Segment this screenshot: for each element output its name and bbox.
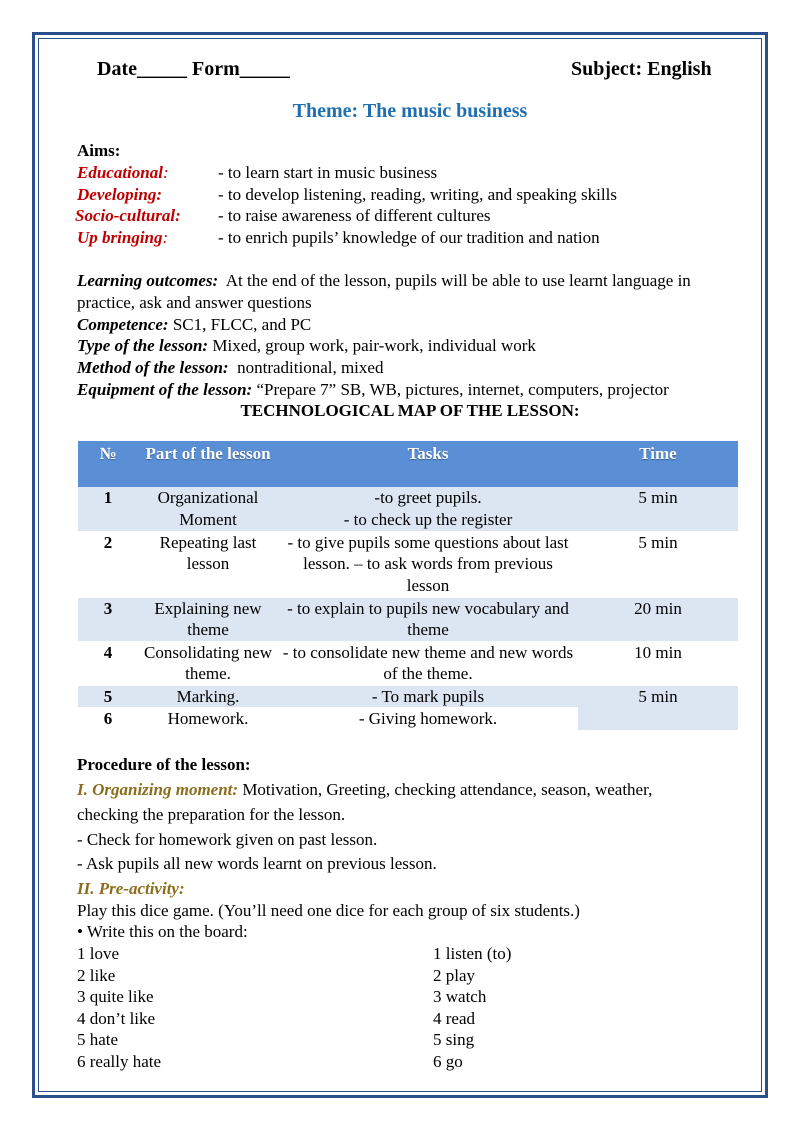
aim-educational-label: Educational: <box>77 163 169 182</box>
row-time: 5 min <box>578 685 738 730</box>
row-time: 5 min <box>578 487 738 531</box>
lesson-equipment: Equipment of the lesson: “Prepare 7” SB, WB, pictures, internet, computers, projector <box>77 380 669 399</box>
subject-label: Subject: English <box>571 58 712 80</box>
row-part: Consolidating new theme. <box>138 641 278 685</box>
list-item: 1 love <box>77 944 120 963</box>
table-row <box>78 685 738 708</box>
table-header-row <box>78 441 738 487</box>
procedure-heading: Procedure of the lesson: <box>77 755 251 774</box>
aim-sociocultural-text: - to raise awareness of different cultures <box>218 206 491 225</box>
new-words-line: - Ask pupils all new words learnt on previous lesson. <box>77 854 437 873</box>
row-part: Repeating last lesson <box>138 531 278 597</box>
learning-outcomes-cont: practice, ask and answer questions <box>77 293 312 312</box>
table-row <box>78 641 738 685</box>
organizing-moment-cont: checking the preparation for the lesson. <box>77 805 346 824</box>
row-number: 2 <box>78 531 138 597</box>
aim-educational-text: - to learn start in music business <box>218 163 438 182</box>
right-word-list <box>433 943 511 1073</box>
date-form-line: Date_____ Form_____ <box>97 58 290 80</box>
list-item: 5 sing <box>433 1030 475 1050</box>
row-number: 6 <box>78 708 138 731</box>
table-row <box>78 531 738 597</box>
list-item: 2 play <box>433 965 476 985</box>
table-row <box>78 597 738 641</box>
pre-activity-heading: II. Pre-activity: <box>77 879 185 898</box>
lesson-map-table <box>78 441 738 731</box>
lesson-type: Type of the lesson: Mixed, group work, pair-work, individual work <box>77 336 536 355</box>
list-item: 4 don’t like <box>77 1008 156 1028</box>
aim-sociocultural-label: Socio-cultural: <box>75 206 181 225</box>
row-number: 4 <box>78 641 138 685</box>
row-part: Homework. <box>138 708 278 731</box>
list-item: 6 really hate <box>77 1051 162 1071</box>
header-time: Time <box>578 441 738 487</box>
map-title: TECHNOLOGICAL MAP OF THE LESSON: <box>240 401 580 420</box>
row-tasks: - to explain to pupils new vocabulary and theme <box>278 597 578 641</box>
dice-game-text: Play this dice game. (You’ll need one dice for each group of six students.) <box>77 901 580 920</box>
header-number: № <box>78 441 138 487</box>
list-item: 5 hate <box>77 1030 119 1050</box>
aim-developing-label: Developing: <box>77 185 162 204</box>
row-part: Marking. <box>138 685 278 708</box>
row-time: 5 min <box>578 531 738 597</box>
row-part: Organizational Moment <box>138 487 278 531</box>
aim-upbringing-label: Up bringing: <box>77 228 169 247</box>
row-part: Explaining new theme <box>138 597 278 641</box>
board-instruction: • Write this on the board: <box>77 922 248 941</box>
row-time: 10 min <box>578 641 738 685</box>
row-tasks <box>278 487 578 531</box>
table-row <box>78 487 738 531</box>
row-time: 20 min <box>578 597 738 641</box>
list-item: 6 go <box>433 1051 463 1071</box>
list-item: 3 watch <box>433 987 487 1007</box>
row-tasks-line: - to check up the register <box>343 509 513 529</box>
homework-check-line: - Check for homework given on past lesson. <box>77 830 378 849</box>
row-tasks: - to give pupils some questions about last lesson. – to ask words from previous lesson <box>278 531 578 597</box>
row-tasks-line: -to greet pupils. <box>374 488 482 507</box>
organizing-moment: I. Organizing moment: Motivation, Greeting, checking attendance, season, weather, <box>77 780 653 799</box>
lesson-method: Method of the lesson: nontraditional, mixed <box>77 358 384 377</box>
theme-title: Theme: The music business <box>292 100 528 122</box>
row-tasks: - To mark pupils <box>278 685 578 708</box>
aim-developing-text: - to develop listening, reading, writing, and speaking skills <box>218 185 617 204</box>
list-item: 3 quite like <box>77 987 154 1007</box>
list-item: 1 listen (to) <box>433 944 512 963</box>
header-part: Part of the lesson <box>138 441 278 487</box>
row-number: 5 <box>78 685 138 708</box>
learning-outcomes: Learning outcomes: At the end of the lesson, pupils will be able to use learnt language in <box>77 271 691 290</box>
row-tasks: - to consolidate new theme and new words of the theme. <box>278 641 578 685</box>
left-word-list <box>77 943 161 1073</box>
row-number: 1 <box>78 487 138 531</box>
list-item: 2 like <box>77 965 116 985</box>
competence: Competence: SC1, FLCC, and PC <box>77 315 312 334</box>
row-tasks: - Giving homework. <box>278 708 578 731</box>
row-number: 3 <box>78 597 138 641</box>
list-item: 4 read <box>433 1008 476 1028</box>
header-tasks: Tasks <box>278 441 578 487</box>
aims-heading: Aims: <box>77 141 121 160</box>
aim-upbringing-text: - to enrich pupils’ knowledge of our tradition and nation <box>218 228 600 247</box>
